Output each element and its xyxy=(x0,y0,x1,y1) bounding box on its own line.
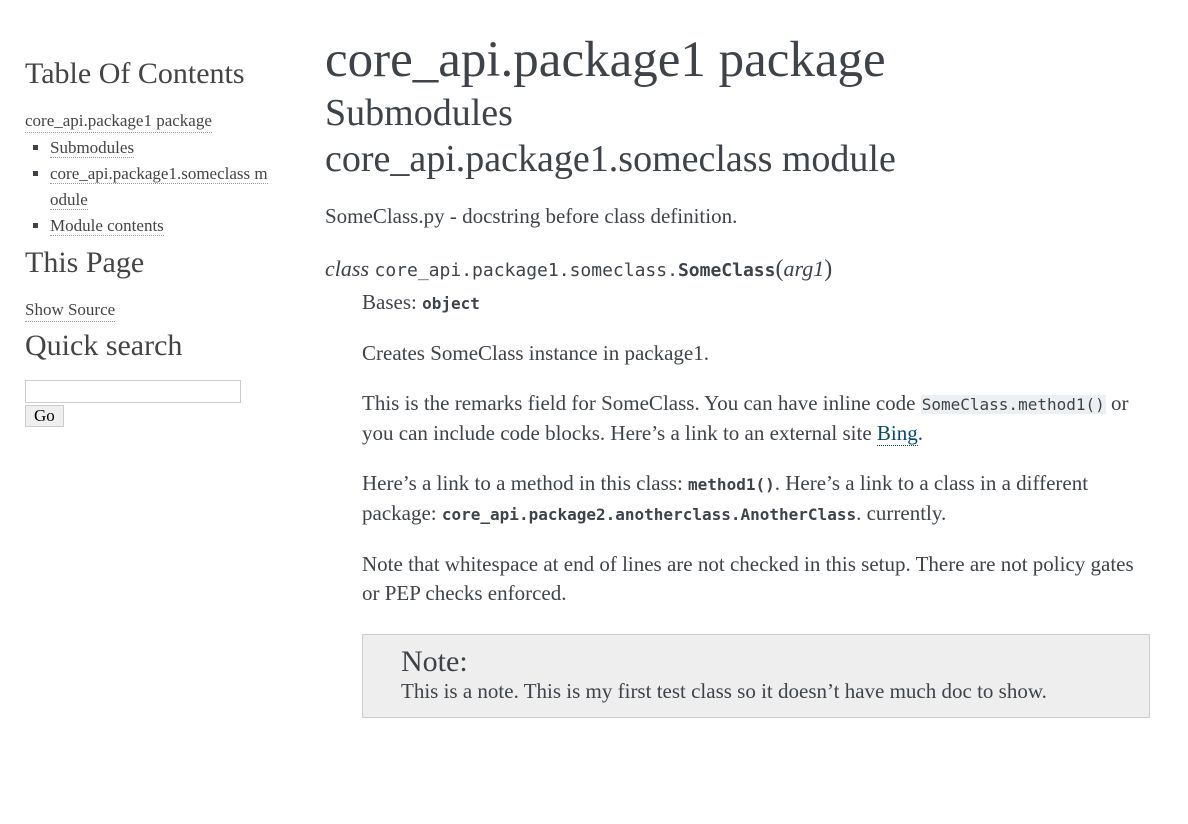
links-text-3: . currently. xyxy=(856,501,947,525)
bases-line xyxy=(362,288,1155,318)
close-paren: ) xyxy=(824,256,833,282)
bing-link[interactable]: Bing xyxy=(876,421,918,445)
module-heading: core_api.package1.someclass module xyxy=(325,138,896,180)
remarks-text-1: This is the remarks field for SomeClass. You can have inline code xyxy=(362,391,921,415)
method-link[interactable]: method1() xyxy=(688,475,775,494)
page-title: core_api.package1 package xyxy=(325,32,886,88)
go-button[interactable]: Go xyxy=(25,405,64,427)
show-source-link[interactable]: Show Source xyxy=(25,299,115,322)
quick-search-heading: Quick search xyxy=(25,329,183,362)
module-intro: SomeClass.py - docstring before class definition. xyxy=(325,204,738,228)
class-arg: arg1 xyxy=(783,256,825,281)
open-paren: ( xyxy=(775,256,784,282)
note-body: This is a note. This is my first test class so it doesn’t have much doc to show. xyxy=(401,679,1047,703)
toc-item xyxy=(50,135,275,161)
class-signature xyxy=(325,254,1155,286)
toc-link-module-contents[interactable]: Module contents xyxy=(50,216,164,235)
sidebar xyxy=(25,52,275,427)
toc-link-someclass-module[interactable]: core_api.package1.someclass module xyxy=(50,164,268,209)
search-form xyxy=(25,380,275,427)
class-prefix: core_api.package1.someclass. xyxy=(374,260,678,281)
this-page-heading: This Page xyxy=(25,246,145,279)
class-name: SomeClass xyxy=(677,260,776,281)
remarks-text-2: or you can include code blocks. Here’s a link to an external site xyxy=(362,391,1129,445)
class-ref-link[interactable]: core_api.package2.anotherclass.AnotherClass xyxy=(441,505,857,524)
class-keyword: class xyxy=(325,256,369,281)
note-title: Note: xyxy=(401,645,468,678)
whitespace-note: Note that whitespace at end of lines are not checked in this setup. There are not policy gates or PEP checks enforced. xyxy=(362,552,1134,605)
bases-value: object xyxy=(422,294,480,313)
toc-item xyxy=(50,213,275,239)
submodules-heading: Submodules xyxy=(325,92,513,134)
creates-text: Creates SomeClass instance in package1. xyxy=(362,341,709,365)
links-text-1: Here’s a link to a method in this class: xyxy=(362,471,689,495)
bases-label: Bases: xyxy=(362,290,423,314)
toc-heading: Table Of Contents xyxy=(25,57,245,90)
remarks-text-3: . xyxy=(917,421,924,445)
toc-list xyxy=(25,135,275,239)
main-content xyxy=(325,30,1155,718)
inline-code: SomeClass.method1() xyxy=(921,395,1105,414)
search-input[interactable] xyxy=(25,380,241,403)
toc-link-submodules[interactable]: Submodules xyxy=(50,138,135,157)
links-paragraph xyxy=(362,469,1155,529)
remarks-paragraph xyxy=(362,389,1155,448)
toc-root-link[interactable]: core_api.package1 package xyxy=(25,110,212,133)
note-box xyxy=(362,634,1150,718)
class-body xyxy=(362,288,1155,718)
links-text-2: . Here’s a link to a class in a different package: xyxy=(362,471,1089,525)
toc-item xyxy=(50,161,275,213)
